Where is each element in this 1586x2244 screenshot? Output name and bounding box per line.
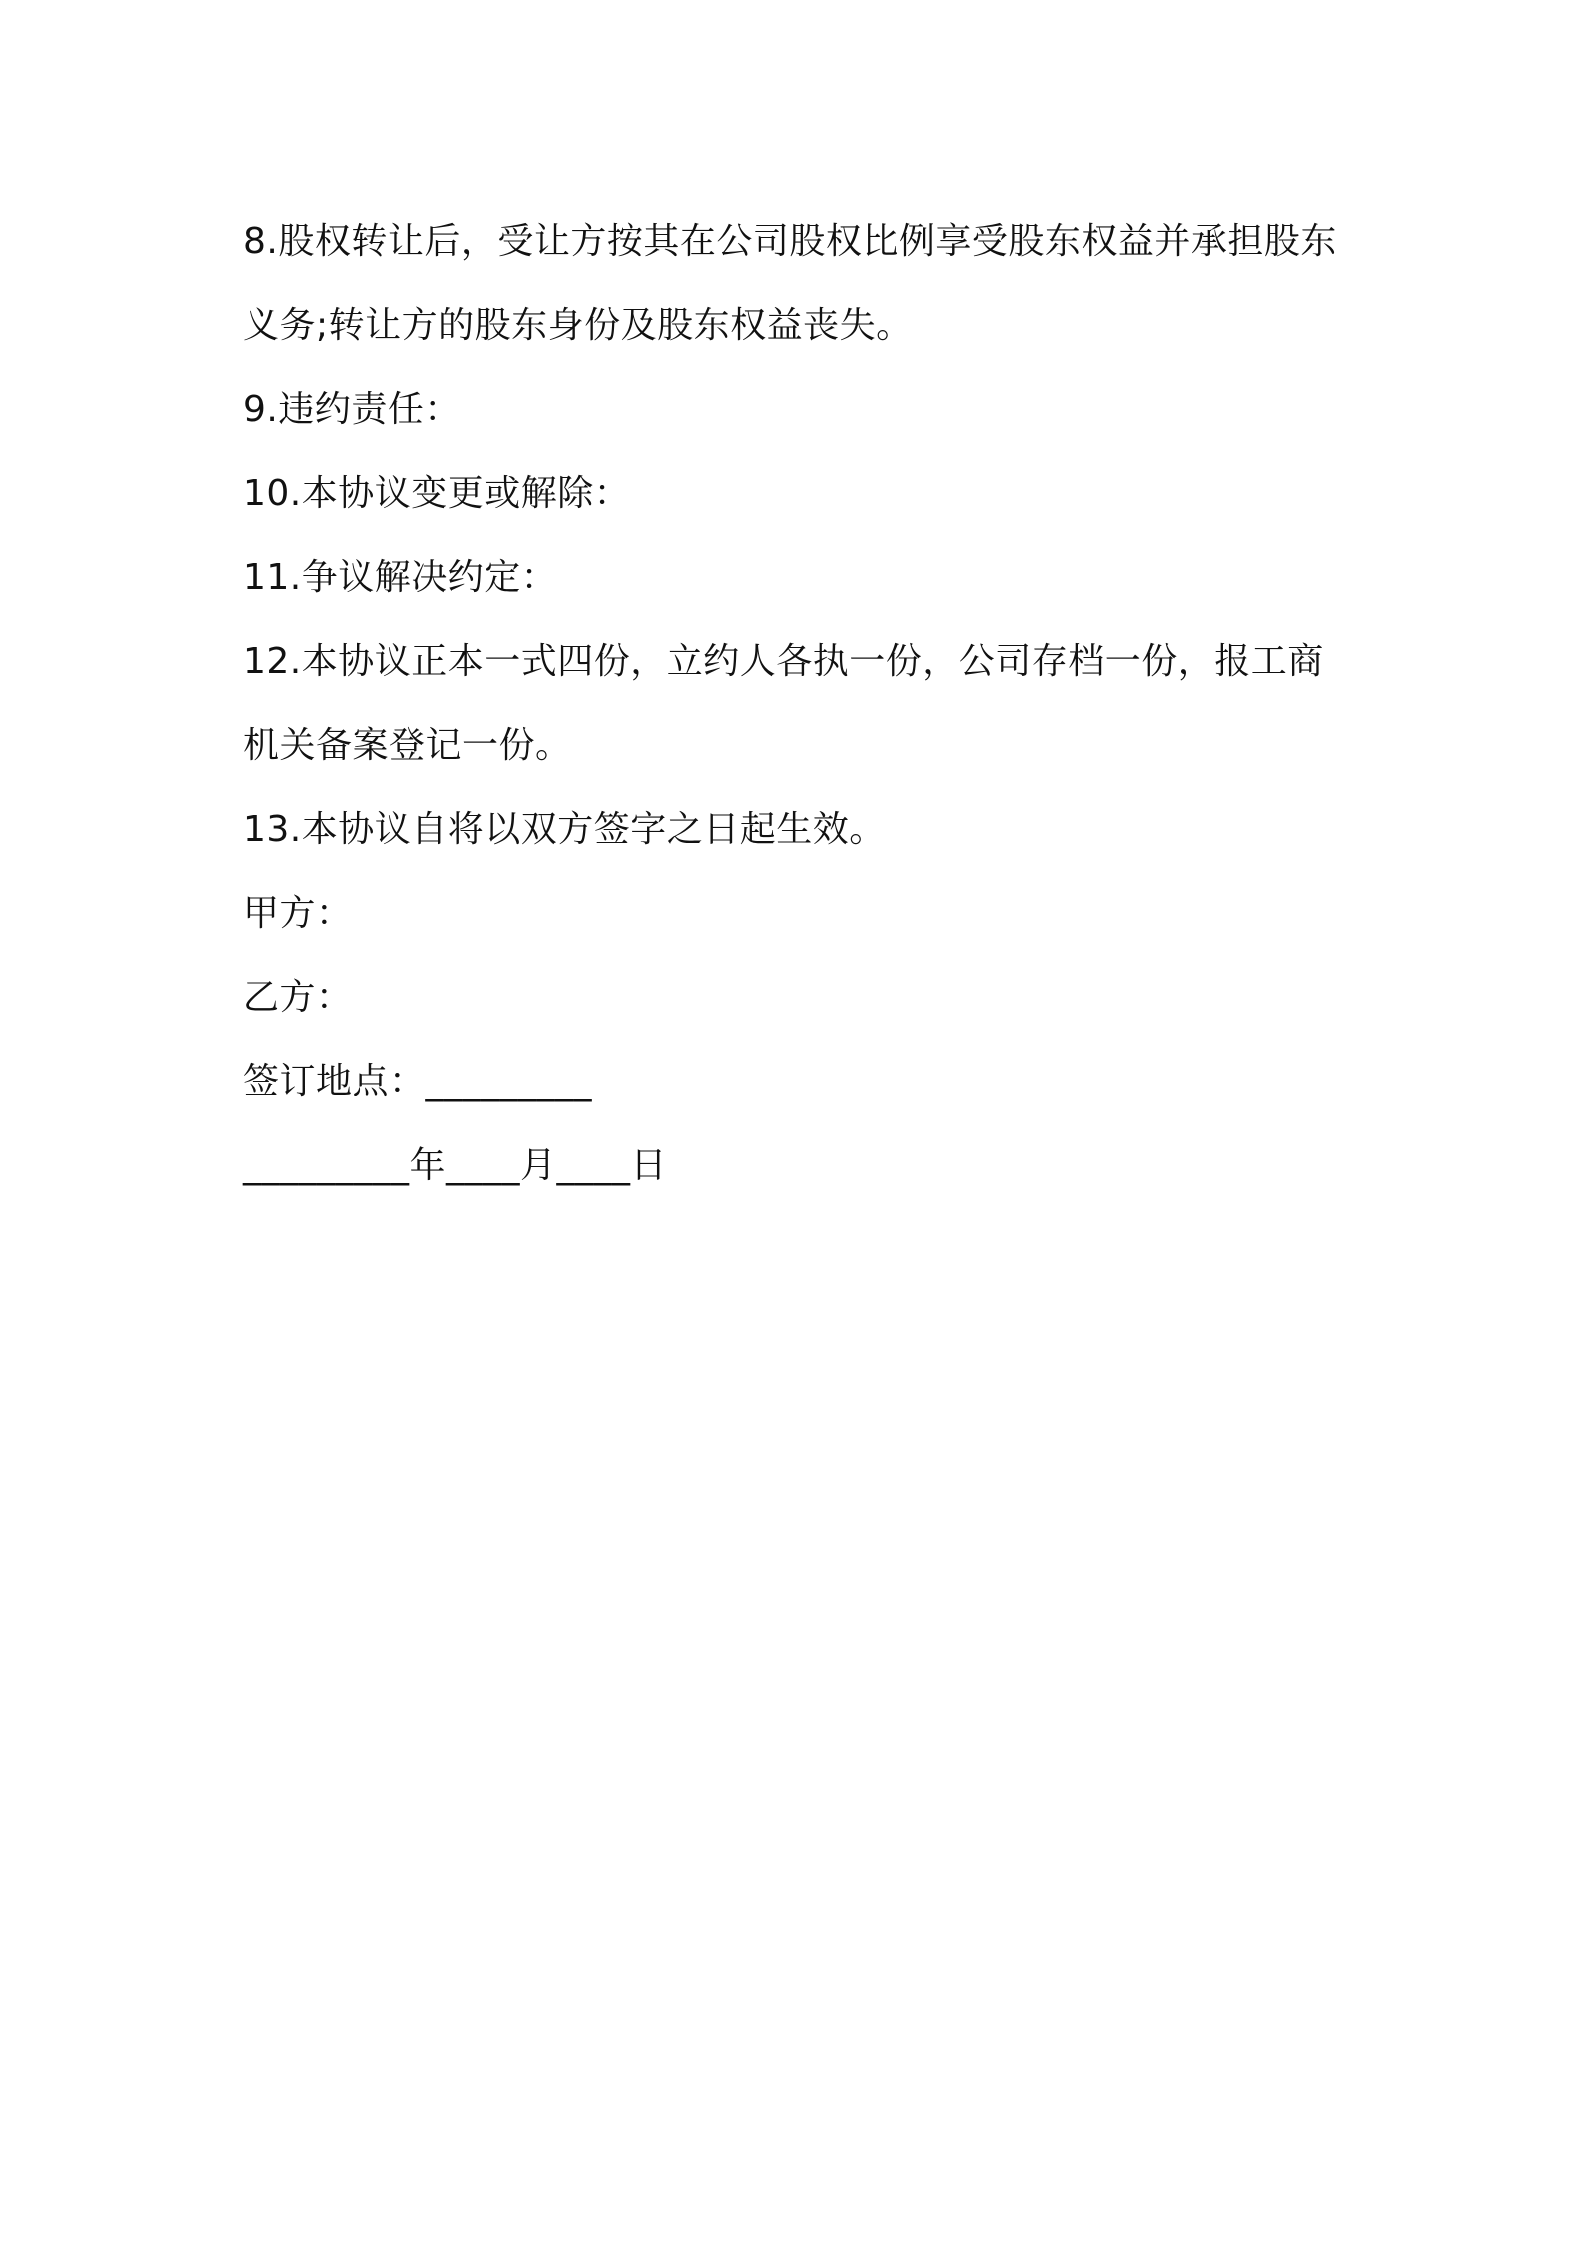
clause-12-line-2: 机关备案登记一份。: [243, 725, 572, 766]
party-b-signature-line: 乙方：: [243, 977, 353, 1018]
clause-12-line-1: 12.本协议正本一式四份，立约人各执一份，公司存档一份，报工商: [243, 641, 1324, 682]
clause-8-line-1: 8.股权转让后，受让方按其在公司股权比例享受股东权益并承担股东: [243, 221, 1337, 262]
signing-location-line: 签订地点：_________: [243, 1061, 593, 1102]
clause-11: 11.争议解决约定：: [243, 557, 558, 598]
clause-8-line-2: 义务;转让方的股东身份及股东权益丧失。: [243, 305, 913, 346]
clause-13: 13.本协议自将以双方签字之日起生效。: [243, 809, 886, 850]
party-a-signature-line: 甲方：: [243, 893, 353, 934]
clause-9: 9.违约责任：: [243, 389, 461, 430]
clause-10: 10.本协议变更或解除：: [243, 473, 631, 514]
signing-date-line: _________年____月____日: [243, 1145, 667, 1186]
document-body: [243, 200, 1363, 1208]
